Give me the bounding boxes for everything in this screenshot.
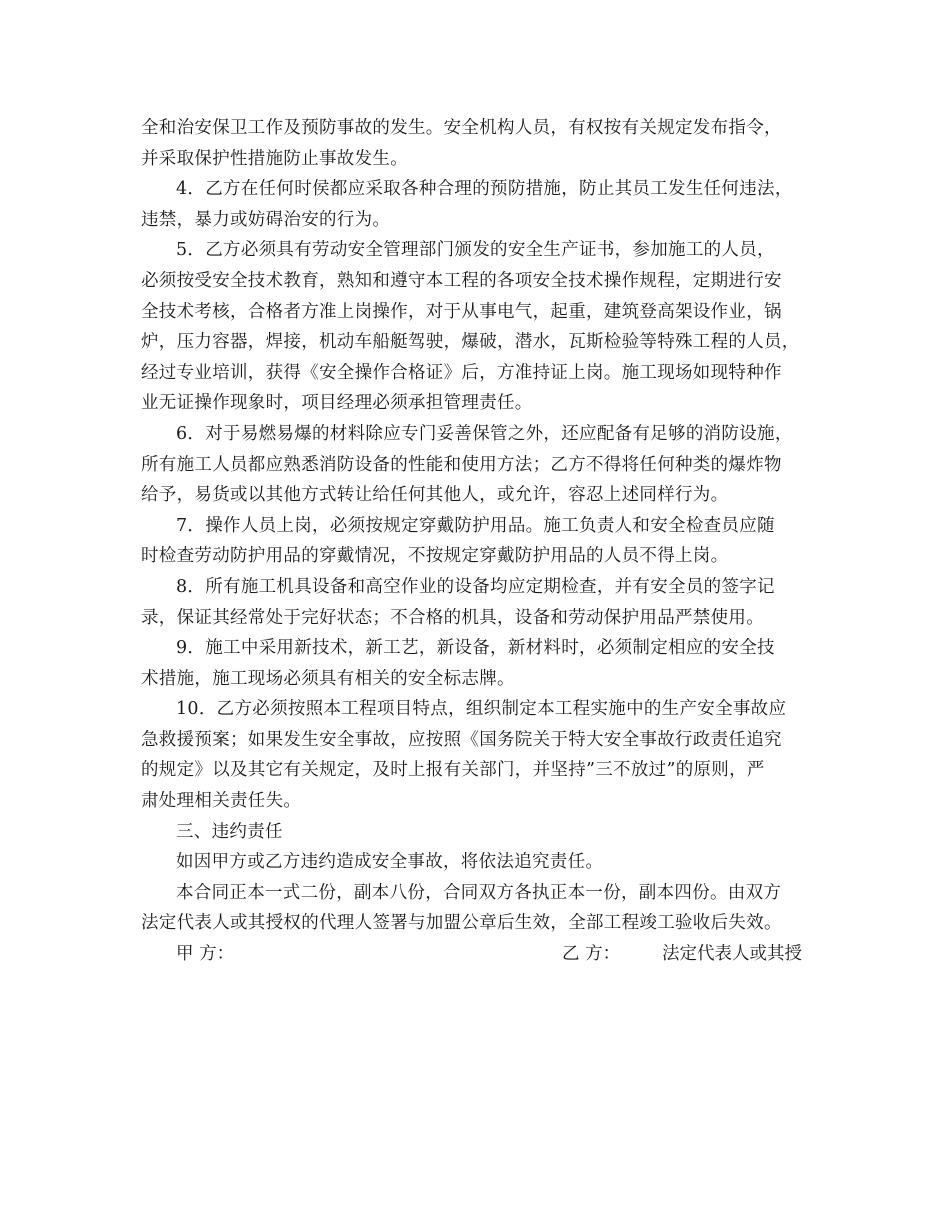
- document-page: [141, 113, 821, 970]
- text-line: 6．对于易燃易爆的材料除应专门妥善保管之外，还应配备有足够的消防设施，: [176, 423, 793, 444]
- text-line: 业无证操作现象时，项目经理必须承担管理责任。: [141, 393, 533, 414]
- party-b-label: 乙 方：: [562, 944, 621, 965]
- party-b-representative-label: 法定代表人或其授: [662, 944, 802, 965]
- signature-row: [141, 939, 821, 970]
- text-line: 法定代表人或其授权的代理人签署与加盟公章后生效，全部工程竣工验收后失效。: [141, 913, 782, 934]
- text-line: 的规定》以及其它有关规定，及时上报有关部门，并坚持”三不放过”的原则，严: [141, 760, 765, 781]
- text-line: 术措施，施工现场必须具有相关的安全标志牌。: [141, 668, 515, 689]
- text-line: 急救援预案；如果发生安全事故，应按照《国务院关于特大安全事故行政责任追究: [141, 729, 782, 750]
- party-a-label: 甲 方：: [176, 944, 235, 965]
- text-line: 8．所有施工机具设备和高空作业的设备均应定期检查，并有安全员的签字记: [176, 576, 775, 597]
- text-line: 9．施工中采用新技术，新工艺，新设备，新材料时，必须制定相应的安全技: [176, 638, 775, 659]
- text-line: 肃处理相关责任失。: [141, 791, 302, 812]
- text-line: 并采取保护性措施防止事故发生。: [141, 148, 408, 169]
- text-line: 本合同正本一式二份，副本八份，合同双方各执正本一份，副本四份。由双方: [176, 882, 782, 903]
- text-line: 违禁，暴力或妨碍治安的行为。: [141, 209, 391, 230]
- text-line: 全和治安保卫工作及预防事故的发生。安全机构人员，有权按有关规定发布指令，: [141, 118, 782, 138]
- text-line: 录，保证其经常处于完好状态；不合格的机具，设备和劳动保护用品严禁使用。: [141, 607, 764, 628]
- text-line: 给予，易货或以其他方式转让给任何其他人，或允许，容忍上述同样行为。: [141, 485, 729, 506]
- text-line: 10．乙方必须按照本工程项目特点，组织制定本工程实施中的生产安全事故应: [176, 699, 787, 720]
- text-line: 全技术考核，合格者方准上岗操作，对于从事电气，起重，建筑登高架设作业，锅: [141, 301, 782, 322]
- text-line: 三、违约责任: [176, 821, 283, 842]
- text-line: 炉，压力容器，焊接，机动车船艇驾驶，爆破，潜水，瓦斯检验等特殊工程的人员，: [141, 332, 800, 353]
- text-line: 经过专业培训，获得《安全操作合格证》后，方准持证上岗。施工现场如现特种作: [141, 362, 782, 383]
- text-line: 如因甲方或乙方违约造成安全事故，将依法追究责任。: [176, 852, 604, 873]
- text-line: 必须按受安全技术教育，熟知和遵守本工程的各项安全技术操作规程，定期进行安: [141, 270, 782, 291]
- text-line: 时检查劳动防护用品的穿戴情况，不按规定穿戴防护用品的人员不得上岗。: [141, 546, 729, 567]
- text-line: 所有施工人员都应熟悉消防设备的性能和使用方法；乙方不得将任何种类的爆炸物: [141, 454, 782, 475]
- document-body: [141, 113, 821, 939]
- text-line: 4．乙方在任何时侯都应采取各种合理的预防措施，防止其员工发生任何违法，: [176, 179, 793, 200]
- text-line: 5．乙方必须具有劳动安全管理部门颁发的安全生产证书，参加施工的人员，: [176, 240, 775, 261]
- text-line: 7．操作人员上岗，必须按规定穿戴防护用品。施工负责人和安全检查员应随: [176, 515, 775, 536]
